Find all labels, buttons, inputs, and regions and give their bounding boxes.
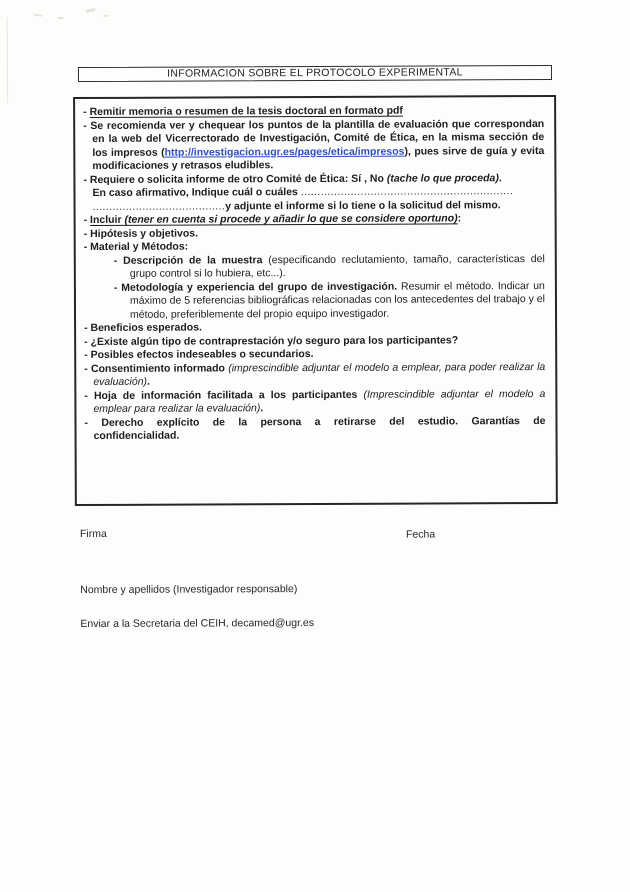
requiere-text: Requiere o solicita informe de otro Comité de Ética: Sí , No	[89, 172, 387, 186]
scan-artifact	[58, 17, 64, 19]
incluir-colon: :	[457, 212, 462, 225]
list-item-recomienda	[83, 118, 544, 174]
hoja-note: (Imprescindible adjuntar el modelo a emplear para realizar la evaluación)	[93, 387, 546, 415]
consentimiento-period: .	[146, 375, 150, 388]
metodologia-detail: Resumir el método. Indicar un máximo de 5 referencias bibliográficas relacionadas con los antecedentes del trabajo y el método, preferiblemente del propio equipo investigador.	[129, 279, 545, 321]
recomienda-text-post: ), pues sirve de guía y evita modificaciones y retrasos eludibles.	[92, 144, 545, 172]
bullet-dash: -	[84, 321, 88, 335]
scan-artifact	[85, 8, 95, 13]
derecho-text: Derecho explícito de la persona a retirarse del estudio. Garantías de confidencialidad.	[93, 414, 546, 442]
incluir-note: (tener en cuenta si procede y añadir lo que se considere oportuno)	[124, 212, 458, 226]
bullet-dash: -	[83, 240, 88, 254]
document-title: INFORMACION SOBRE EL PROTOCOLO EXPERIMENTAL	[167, 66, 463, 80]
contraprestacion-text: ¿Existe algún tipo de contraprestación y/o seguro para los participantes?	[90, 333, 459, 348]
list-item-consentimiento	[84, 360, 545, 389]
bullet-dash: -	[84, 348, 88, 362]
nombre-apellidos-label: Nombre y apellidos (Investigador responsable)	[80, 583, 298, 597]
scan-artifact	[34, 14, 43, 17]
etica-impresos-link[interactable]: http://investigacion.ugr.es/pages/etica/impresos	[164, 145, 405, 159]
hipotesis-text: Hipótesis y objetivos.	[90, 227, 199, 240]
consentimiento-label: Consentimiento informado	[90, 361, 229, 375]
remitir-text: Remitir memoria o resumen de la tesis doctoral en formato pdf	[89, 104, 403, 118]
scan-artifact	[7, 17, 8, 103]
list-item-metodologia	[84, 279, 545, 322]
requiere-tache-note: (tache lo que proceda)	[386, 171, 499, 185]
list-item-descripcion	[84, 252, 545, 281]
consentimiento-note: (imprescindible adjuntar el modelo a emplear, para poder realizar la evaluación)	[93, 360, 546, 388]
bullet-dash: -	[84, 416, 89, 429]
bullet-dash: -	[84, 389, 88, 402]
fecha-label: Fecha	[405, 528, 436, 541]
descripcion-detail: (especificando reclutamiento, tamaño, características del grupo control si lo hubiera, etc...).	[129, 252, 545, 280]
hoja-period: .	[260, 402, 264, 415]
efectos-text: Posibles efectos indeseables o secundarios.	[90, 348, 314, 361]
bullet-dash: -	[83, 173, 87, 186]
requiere-afirmativo-text: En caso afirmativo, Indique cuál o cuáles	[92, 186, 301, 199]
scan-artifact	[104, 15, 109, 17]
bullet-dash: -	[83, 119, 87, 132]
document-title-box	[78, 65, 552, 82]
material-text: Material y Métodos:	[90, 240, 189, 253]
incluir-label: Incluir	[90, 213, 125, 226]
beneficios-text: Beneficios esperados.	[90, 321, 202, 334]
firma-label: Firma	[79, 527, 107, 541]
bullet-dash: -	[113, 281, 118, 294]
requiere-adjunte-text: y adjunte el informe si lo tiene o la solicitud del mismo.	[225, 198, 501, 212]
bullet-dash: -	[83, 105, 87, 119]
bullet-dash: -	[83, 213, 88, 227]
list-item-derecho	[84, 414, 545, 443]
bullet-dash: -	[84, 362, 88, 375]
protocol-info-box	[73, 95, 558, 506]
list-item-hoja-informacion	[84, 387, 545, 416]
requiere-period: .	[498, 171, 502, 184]
recomienda-text-pre: Se recomienda ver y chequear los puntos de la plantilla de evaluación que correspondan en la web del Vicerrectorado de Investigación, Comité de Ética, en la misma sección de los impresos (	[90, 117, 545, 159]
descripcion-label: Descripción de la muestra	[123, 253, 269, 267]
hoja-label: Hoja de información facilitada a los participantes	[93, 388, 364, 402]
bullet-dash: -	[113, 254, 118, 267]
bullet-dash: -	[83, 227, 88, 240]
bullet-dash: -	[84, 335, 88, 348]
list-item-requiere	[83, 171, 544, 214]
fill-in-dotted-line: ........................................	[92, 199, 226, 213]
enviar-secretaria-note: Enviar a la Secretaria del CEIH, decamed@ugr.es	[80, 617, 315, 631]
fill-in-dotted-line: ................................................................	[300, 185, 514, 199]
metodologia-label: Metodología y experiencia del grupo de investigación.	[121, 280, 402, 294]
